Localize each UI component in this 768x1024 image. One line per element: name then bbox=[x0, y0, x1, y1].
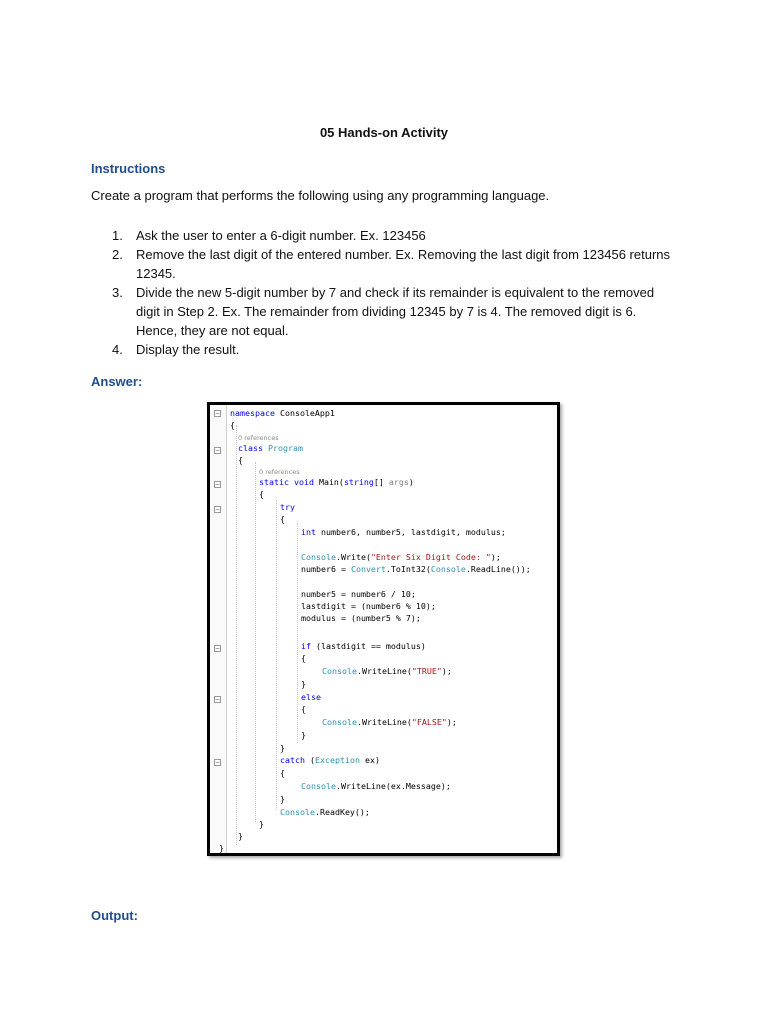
identifier: .ToInt32( bbox=[385, 564, 431, 574]
type-name: Program bbox=[262, 443, 303, 453]
collapse-icon: − bbox=[215, 505, 220, 514]
punctuation: ( bbox=[304, 755, 315, 765]
code-line: { bbox=[230, 420, 235, 430]
step-number: 4. bbox=[112, 342, 123, 357]
keyword: int bbox=[301, 527, 316, 537]
code-line bbox=[301, 692, 321, 702]
indent-guide bbox=[236, 425, 237, 845]
code-line bbox=[301, 641, 426, 651]
collapse-icon: − bbox=[215, 644, 220, 653]
codelens-references[interactable]: 0 references bbox=[238, 434, 279, 442]
indent-guide bbox=[297, 523, 298, 743]
code-line: { bbox=[301, 653, 306, 663]
code-line: { bbox=[301, 704, 306, 714]
step-number: 2. bbox=[112, 247, 123, 262]
code-line bbox=[280, 502, 295, 512]
collapse-icon: − bbox=[215, 480, 220, 489]
identifier: [] bbox=[373, 477, 389, 487]
code-line bbox=[301, 564, 531, 574]
collapse-icon: − bbox=[215, 446, 220, 455]
identifier: (lastdigit == modulus) bbox=[311, 641, 426, 651]
steps-list bbox=[91, 226, 671, 359]
list-item bbox=[91, 283, 671, 340]
list-item bbox=[91, 245, 671, 283]
type-name: Console bbox=[322, 666, 357, 676]
code-line bbox=[301, 781, 451, 791]
identifier: Main( bbox=[313, 477, 344, 487]
type-name: Convert bbox=[350, 564, 386, 574]
identifier: number6 = bbox=[301, 564, 351, 574]
code-line: { bbox=[280, 514, 285, 524]
code-line: } bbox=[280, 743, 285, 753]
keyword: string bbox=[343, 477, 374, 487]
code-line: } bbox=[280, 794, 285, 804]
identifier: .ReadLine()); bbox=[465, 564, 531, 574]
punctuation: ); bbox=[441, 666, 452, 676]
code-line bbox=[280, 755, 380, 765]
string-literal: "FALSE" bbox=[411, 717, 447, 727]
list-item bbox=[91, 226, 671, 245]
output-heading: Output: bbox=[91, 908, 138, 923]
code-line: { bbox=[259, 489, 264, 499]
step-number: 3. bbox=[112, 285, 123, 300]
keyword: namespace bbox=[230, 408, 275, 418]
step-number: 1. bbox=[112, 228, 123, 243]
page-title: 05 Hands-on Activity bbox=[319, 125, 449, 140]
code-line: } bbox=[219, 843, 224, 853]
code-line: { bbox=[238, 455, 243, 465]
code-line bbox=[259, 477, 414, 487]
identifier: .ReadKey(); bbox=[314, 807, 370, 817]
punctuation: ) bbox=[408, 477, 414, 487]
code-line: } bbox=[301, 679, 306, 689]
indent-guide bbox=[255, 462, 256, 822]
code-line: } bbox=[259, 819, 264, 829]
code-line bbox=[322, 666, 452, 676]
step-text: Display the result. bbox=[136, 342, 240, 357]
identifier: .WriteLine( bbox=[356, 717, 412, 727]
collapse-icon: − bbox=[215, 695, 220, 704]
collapse-icon: − bbox=[215, 758, 220, 767]
indent-guide bbox=[276, 500, 277, 810]
code-line bbox=[280, 807, 370, 817]
identifier: number6, number5, lastdigit, modulus; bbox=[316, 527, 506, 537]
punctuation: ); bbox=[490, 552, 501, 562]
code-line: modulus = (number5 % 7); bbox=[301, 613, 421, 623]
step-text: Divide the new 5-digit number by 7 and check if its remainder is equivalent to the removed digit in Step 2. Ex. The remainder from dividing 12345 by 7 is 4. The removed digit is 6. Hence, they are not equal. bbox=[136, 285, 655, 338]
code-line: } bbox=[301, 730, 306, 740]
step-text: Ask the user to enter a 6-digit number. Ex. 123456 bbox=[136, 228, 426, 243]
code-line: lastdigit = (number6 % 10); bbox=[301, 601, 436, 611]
keyword: catch bbox=[280, 755, 305, 765]
keyword: try bbox=[280, 502, 295, 512]
code-line: } bbox=[238, 831, 243, 841]
type-name: Console bbox=[301, 781, 336, 791]
keyword: class bbox=[238, 443, 263, 453]
identifier: ConsoleApp1 bbox=[274, 408, 335, 418]
list-item bbox=[91, 340, 671, 359]
type-name: Exception bbox=[314, 755, 360, 765]
intro-paragraph: Create a program that performs the following using any programming language. bbox=[91, 188, 550, 203]
string-literal: "Enter Six Digit Code: " bbox=[370, 552, 491, 562]
identifier: .WriteLine(ex.Message); bbox=[335, 781, 451, 791]
keyword: static void bbox=[259, 477, 314, 487]
code-line bbox=[230, 408, 335, 418]
codelens-references[interactable]: 0 references bbox=[259, 468, 300, 476]
code-line bbox=[301, 527, 506, 537]
code-line bbox=[238, 443, 303, 453]
code-screenshot bbox=[207, 402, 560, 856]
type-name: Console bbox=[301, 552, 336, 562]
punctuation: ); bbox=[446, 717, 457, 727]
code-line bbox=[322, 717, 457, 727]
code-line: { bbox=[280, 768, 285, 778]
identifier: .Write( bbox=[335, 552, 371, 562]
parameter: args bbox=[388, 477, 409, 487]
code-line: number5 = number6 / 10; bbox=[301, 589, 416, 599]
keyword: else bbox=[301, 692, 321, 702]
type-name: Console bbox=[280, 807, 315, 817]
code-gutter bbox=[210, 405, 227, 853]
identifier: .WriteLine( bbox=[356, 666, 412, 676]
type-name: Console bbox=[322, 717, 357, 727]
collapse-icon: − bbox=[215, 409, 220, 418]
keyword: if bbox=[301, 641, 311, 651]
step-text: Remove the last digit of the entered number. Ex. Removing the last digit from 123456 returns 12345. bbox=[136, 247, 671, 281]
code-line bbox=[301, 552, 501, 562]
string-literal: "TRUE" bbox=[411, 666, 442, 676]
instructions-heading: Instructions bbox=[91, 161, 166, 176]
type-name: Console bbox=[430, 564, 466, 574]
answer-heading: Answer: bbox=[91, 374, 143, 389]
identifier: ex) bbox=[359, 755, 380, 765]
